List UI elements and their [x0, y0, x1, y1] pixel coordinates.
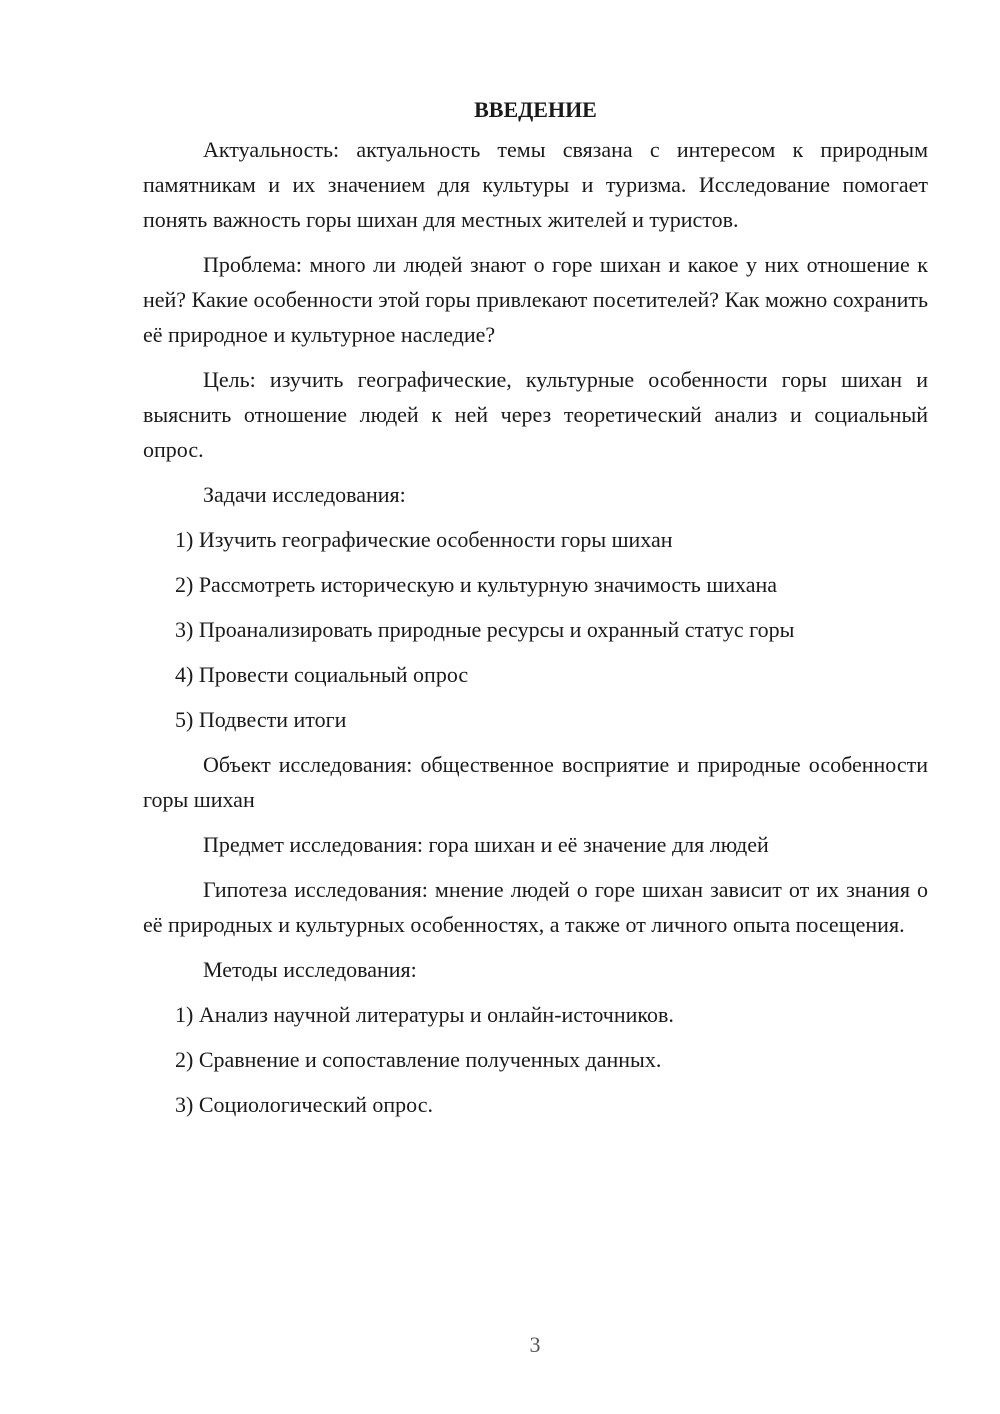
page-title: ВВЕДЕНИЕ	[474, 97, 597, 122]
goal-paragraph: Цель: изучить географические, культурные особенности горы шихан и выяснить отношение людей к ней через теоретический анализ и социальный опрос.	[143, 367, 928, 462]
problem-paragraph: Проблема: много ли людей знают о горе шихан и какое у них отношение к ней? Какие особенности этой горы привлекают посетителей? Как можно сохранить её природное и культурное наследие?	[143, 252, 928, 347]
page-number: 3	[529, 1332, 541, 1357]
list-item: 3) Социологический опрос.	[175, 1092, 433, 1117]
list-item: 1) Анализ научной литературы и онлайн-источников.	[175, 1002, 674, 1027]
subject-paragraph: Предмет исследования: гора шихан и её значение для людей	[203, 832, 769, 857]
document-page	[143, 92, 928, 1132]
list-item: 1) Изучить географические особенности горы шихан	[175, 527, 673, 552]
methods-list	[143, 997, 928, 1122]
list-item: 5) Подвести итоги	[175, 707, 347, 732]
list-item: 3) Проанализировать природные ресурсы и охранный статус горы	[175, 617, 795, 642]
tasks-list	[143, 522, 928, 737]
hypothesis-paragraph: Гипотеза исследования: мнение людей о горе шихан зависит от их знания о её природных и культурных особенностях, а также от личного опыта посещения.	[143, 877, 928, 937]
tasks-heading: Задачи исследования:	[203, 482, 406, 507]
list-item: 2) Сравнение и сопоставление полученных данных.	[175, 1047, 662, 1072]
list-item: 4) Провести социальный опрос	[175, 662, 469, 687]
object-paragraph: Объект исследования: общественное восприятие и природные особенности горы шихан	[143, 752, 928, 812]
relevance-paragraph: Актуальность: актуальность темы связана с интересом к природным памятникам и их значением для культуры и туризма. Исследование помогает понять важность горы шихан для местных жителей и туристов.	[143, 137, 928, 232]
list-item: 2) Рассмотреть историческую и культурную значимость шихана	[175, 572, 778, 597]
methods-heading: Методы исследования:	[203, 957, 417, 982]
